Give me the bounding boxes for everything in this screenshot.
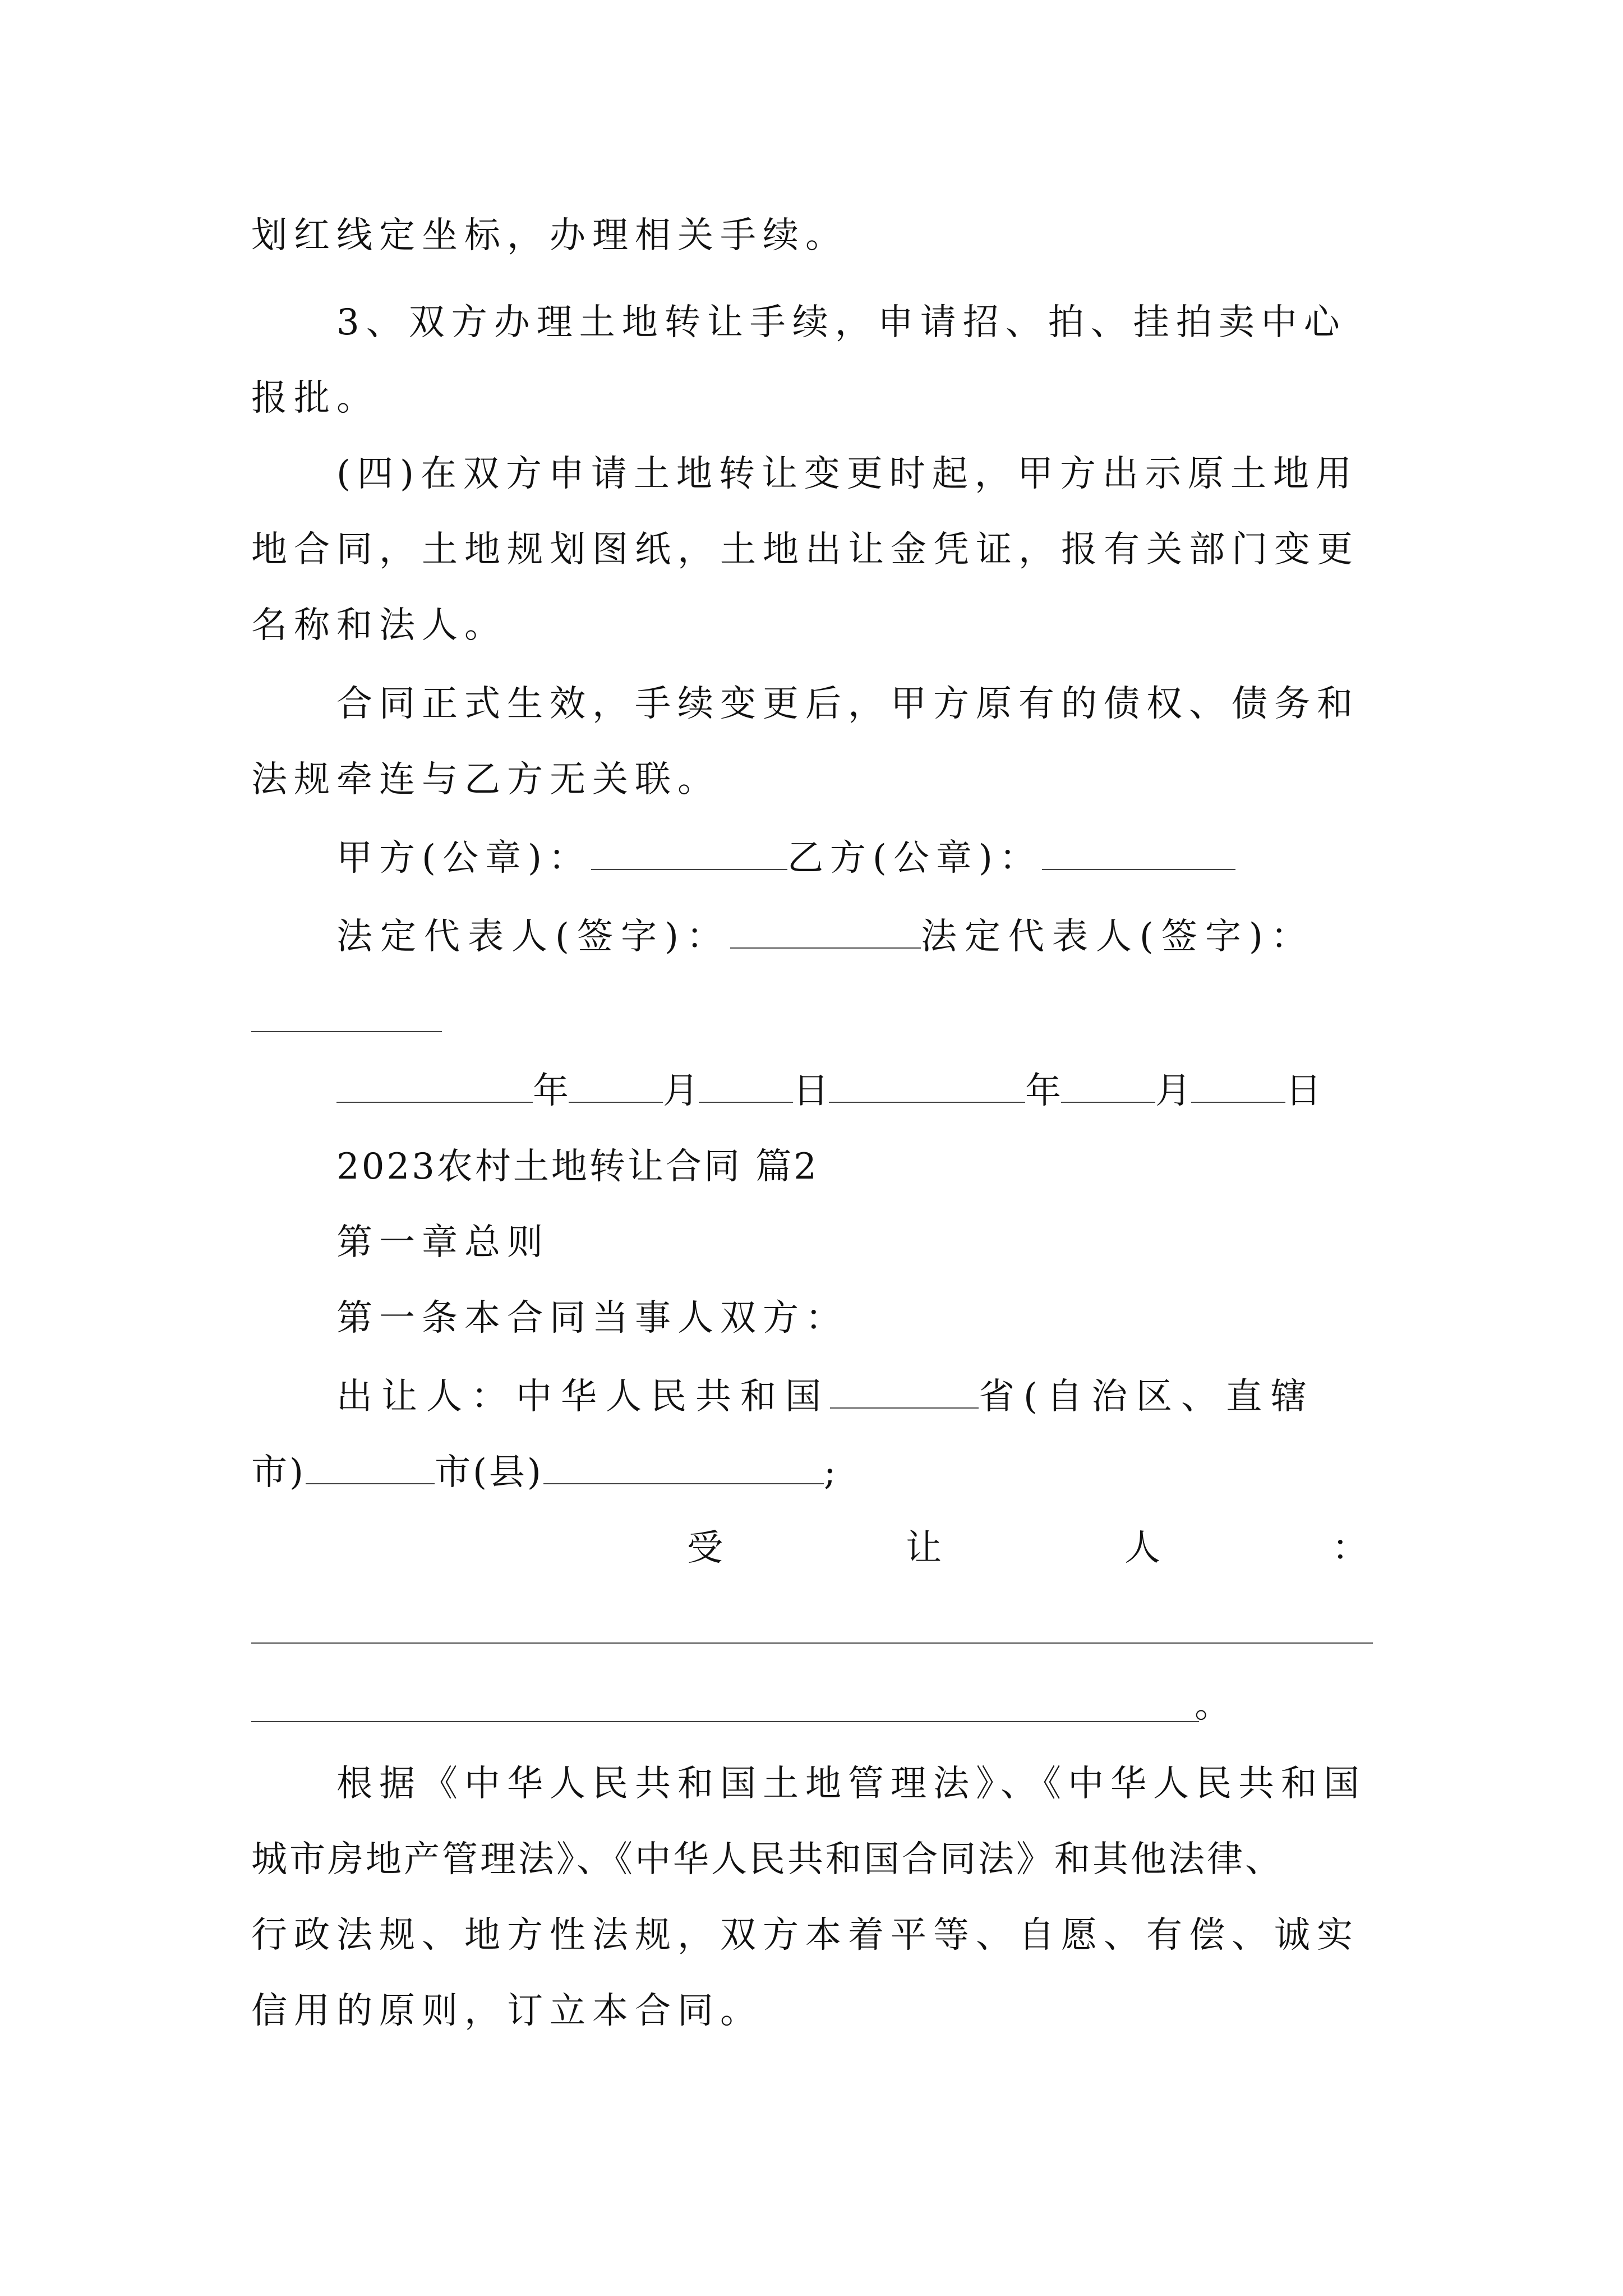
transferee-blank[interactable] bbox=[251, 1642, 1373, 1644]
paragraph-line: (四)在双方申请土地转让变更时起，甲方出示原土地用 bbox=[336, 453, 1358, 495]
province-label: 省(自治区、直辖 bbox=[979, 1376, 1316, 1418]
day-blank[interactable] bbox=[1191, 1066, 1285, 1103]
month-blank[interactable] bbox=[569, 1066, 663, 1103]
transferee-char: 受 bbox=[687, 1527, 723, 1569]
paragraph-line: 地合同，土地规划图纸，土地出让金凭证，报有关部门变更 bbox=[251, 529, 1359, 570]
party-a-seal-label: 甲方(公章)： bbox=[336, 838, 591, 879]
period: 。 bbox=[1195, 1685, 1237, 1726]
transferee-char: 让 bbox=[906, 1527, 942, 1569]
paragraph-line: 合同正式生效，手续变更后，甲方原有的债权、债务和 bbox=[336, 683, 1359, 725]
party-b-seal-blank[interactable] bbox=[1042, 833, 1235, 870]
paragraph-line: 城市房地产管理法》、《中华人民共和国合同法》和其他法律、 bbox=[251, 1839, 1283, 1880]
paragraph-line: 报批。 bbox=[251, 378, 379, 419]
paragraph-line: 法规牵连与乙方无关联。 bbox=[251, 759, 720, 800]
paragraph-line: 名称和法人。 bbox=[251, 605, 507, 646]
year-label: 年 bbox=[1025, 1070, 1061, 1112]
year-blank[interactable] bbox=[336, 1066, 533, 1103]
city-blank[interactable] bbox=[306, 1447, 435, 1484]
semicolon: ; bbox=[823, 1452, 838, 1493]
month-label: 月 bbox=[663, 1070, 699, 1112]
grantor-line bbox=[336, 1372, 1391, 1422]
month-blank[interactable] bbox=[1061, 1066, 1155, 1103]
year-blank[interactable] bbox=[829, 1066, 1025, 1103]
year-label: 年 bbox=[533, 1070, 569, 1112]
representative-line bbox=[336, 912, 1391, 962]
day-label: 日 bbox=[1285, 1070, 1321, 1112]
party-a-seal-blank[interactable] bbox=[591, 833, 787, 870]
paragraph-line: 根据《中华人民共和国土地管理法》、《中华人民共和国 bbox=[336, 1763, 1366, 1805]
county-blank[interactable] bbox=[543, 1447, 824, 1484]
month-label: 月 bbox=[1155, 1070, 1191, 1112]
day-label: 日 bbox=[793, 1070, 829, 1112]
seal-line bbox=[336, 833, 1391, 884]
transferee-line bbox=[687, 1523, 1368, 1573]
city-label: 市) bbox=[251, 1452, 306, 1493]
party-b-rep-blank[interactable] bbox=[251, 1031, 442, 1032]
chapter-heading: 第一章总则 bbox=[336, 1222, 550, 1263]
party-a-rep-label: 法定代表人(签字)： bbox=[336, 916, 730, 958]
paragraph-line: 信用的原则，订立本合同。 bbox=[251, 1990, 763, 2032]
transferee-blank-2[interactable] bbox=[251, 1721, 1199, 1722]
date-line bbox=[336, 1066, 1391, 1116]
day-blank[interactable] bbox=[699, 1066, 793, 1103]
province-blank[interactable] bbox=[830, 1372, 979, 1409]
paragraph-line: 行政法规、地方性法规，双方本着平等、自愿、有偿、诚实 bbox=[251, 1915, 1359, 1956]
paragraph-line: 划红线定坐标，办理相关手续。 bbox=[251, 215, 848, 256]
party-b-rep-label: 法定代表人(签字)： bbox=[920, 916, 1315, 958]
paragraph-line: 3、双方办理土地转让手续，申请招、拍、挂拍卖中心 bbox=[336, 302, 1347, 343]
grantor-line-2 bbox=[251, 1447, 1390, 1498]
party-b-seal-label: 乙方(公章)： bbox=[787, 838, 1042, 879]
article-heading: 第一条本合同当事人双方： bbox=[336, 1297, 848, 1339]
party-a-rep-blank[interactable] bbox=[730, 912, 921, 949]
grantor-label: 出让人：中华人民共和国 bbox=[336, 1376, 830, 1418]
transferee-char: ： bbox=[1332, 1527, 1368, 1569]
transferee-char: 人 bbox=[1124, 1527, 1160, 1569]
section-title: 2023农村土地转让合同 篇2 bbox=[336, 1146, 819, 1188]
county-label: 市(县) bbox=[434, 1452, 543, 1493]
